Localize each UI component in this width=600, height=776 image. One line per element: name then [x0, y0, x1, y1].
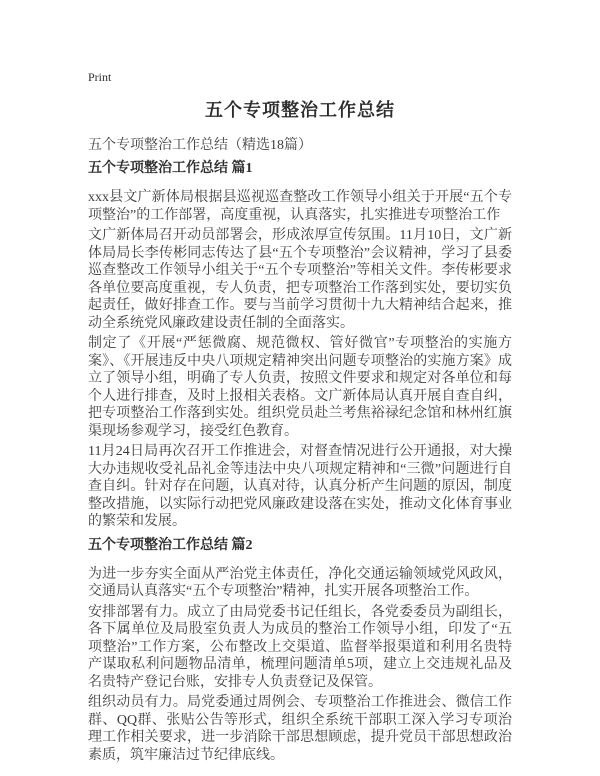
paragraph: xxx县文广新体局根据县巡视巡查整改工作领导小组关于开展“五个专项整治”的工作部署，高度重视，认真落实，扎实推进专项整治工作: [88, 190, 512, 223]
paragraph: 安排部署有力。成立了由局党委书记任组长，各党委委员为副组长，各下属单位及局股室负责人为成员的整治工作领导小组，印发了“五项整治”工作方案，公布整改上交渠道、监督举报渠道和利用名贵特产谋取私利问题物品清单，梳理问题清单5项，建立上交违规礼品及名贵特产登记台账，安排专人负责登记及保管。: [88, 604, 512, 690]
paragraph: 为进一步夯实全面从严治党主体责任，净化交通运输领域党风政风，交通局认真落实“五个专项整治”精神，扎实开展各项整治工作。: [88, 566, 512, 599]
paragraph: 11月24日局再次召开工作推进会，对督查情况进行公开通报，对大操大办违规收受礼品礼金等违法中央八项规定精神和“三微”问题进行自查自纠。针对存在问题，认真对待，认真分析产生问题的原因，制度整改措施，以实际行动把党风廉政建设落在实处，推动文化体育事业的繁荣和发展。: [88, 444, 512, 529]
paragraph: 组织动员有力。局党委通过周例会、专项整治工作推进会、微信工作群、QQ群、张贴公告等形式，组织全系统干部职工深入学习专项治理工作相关要求，进一步消除干部思想顾虑，提升党员干部思想政治素质，筑牢廉洁过节纪律底线。: [88, 695, 512, 763]
paragraph: 制定了《开展“严惩微腐、规范微权、管好微官”专项整治的实施方案》、《开展违反中央八项规定精神突出问题专项整治的实施方案》成立了领导小组，明确了专人负责，按照文件要求和规定对各单位和每个人进行排查，及时上报相关表格。文广新体局认真开展自查自纠，把专项整治工作落到实处。组织党员赴兰考焦裕禄纪念馆和林州红旗渠现场参观学习，接受红色教育。: [88, 336, 512, 439]
section-heading-2: 五个专项整治工作总结 篇2: [88, 537, 253, 553]
document-subtitle: 五个专项整治工作总结（精选18篇）: [88, 138, 312, 153]
page-title: 五个专项整治工作总结: [205, 100, 395, 120]
print-link[interactable]: Print: [88, 70, 112, 84]
section-heading-1: 五个专项整治工作总结 篇1: [88, 161, 253, 176]
paragraph: 文广新体局召开动员部署会，形成浓厚宣传氛围。11月10日，文广新体局局长李传彬同志传达了县“五个专项整治”会议精神，学习了县委巡查整改工作领导小组关于“五个专项整治”等相关文件。李传彬要求各单位要高度重视，专人负责，把专项整治工作落到实处，要切实负起责任，做好排查工作。要与当前学习贯彻十九大精神结合起来，推动全系统党风廉政建设责任制的全面落实。: [88, 228, 512, 331]
